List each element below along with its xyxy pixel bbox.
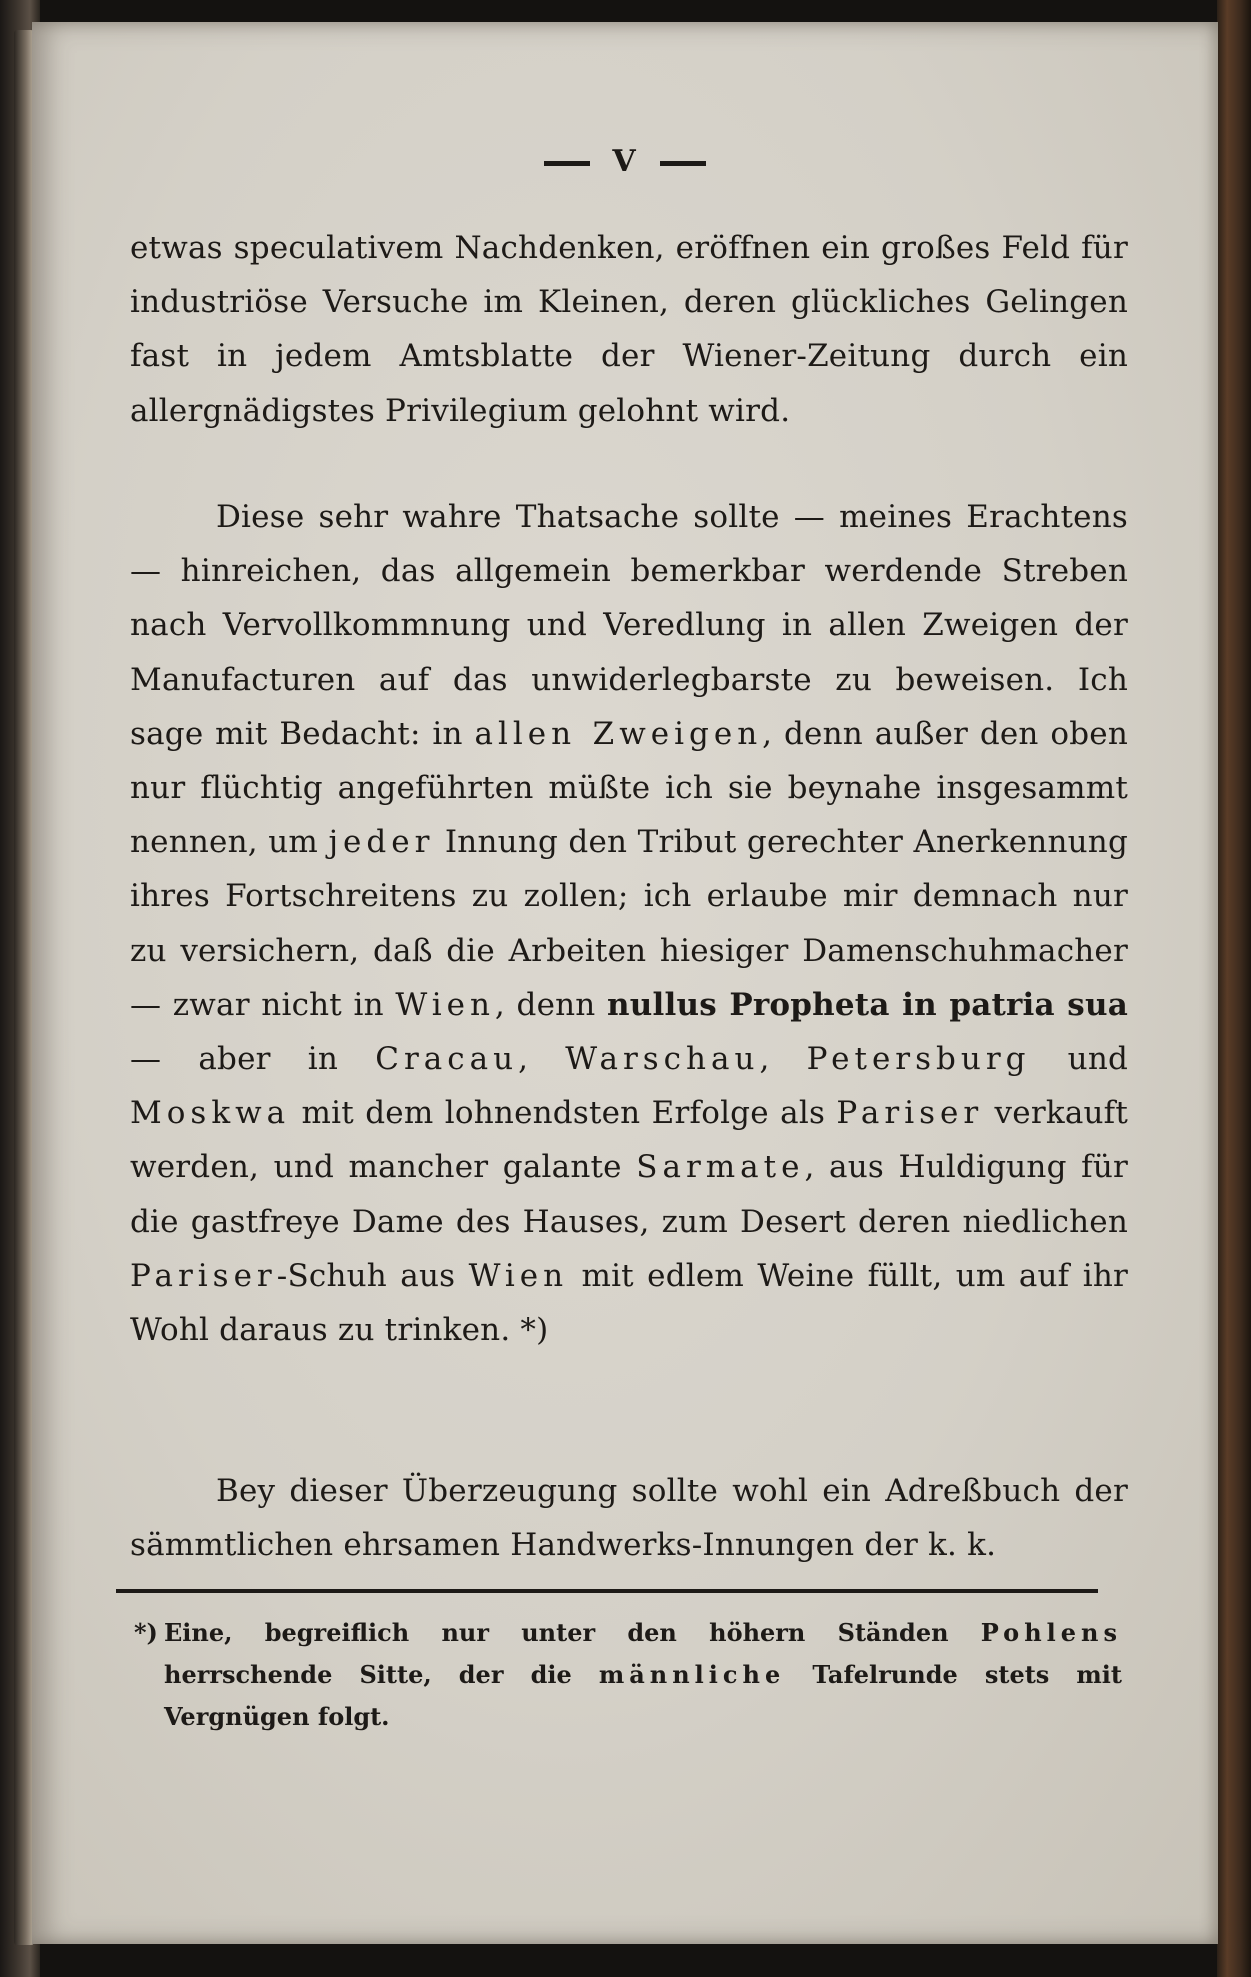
latin-quote: nullus Propheta in patria sua — [607, 986, 1128, 1023]
spaced-emphasis: jeder — [328, 824, 435, 861]
header-dash-left — [544, 161, 590, 166]
spaced-emphasis: allen Zweigen — [474, 715, 763, 752]
spaced-emphasis: Pohlens — [980, 1618, 1122, 1647]
spaced-emphasis: Cracau — [375, 1041, 519, 1078]
text-run: Eine, begreiflich nur unter den höhern Ständen — [164, 1618, 981, 1647]
text-run: , denn außer den oben nur flüchtig angeführten müßte ich sie beynahe insgesammt nennen, um — [130, 715, 1128, 861]
spaced-emphasis: Wien — [468, 1257, 569, 1294]
text-run: und — [1030, 1041, 1129, 1078]
text-run: Diese sehr wahre Thatsache sollte — meines Erachtens — hinreichen, das allgemein bemerkbar werdende Streben nach Vervollkommnung und Veredlung in allen Zweigen der Manufacturen auf das unwiderlegbarste zu beweisen. Ich sage mit Bedacht: in — [130, 499, 1128, 752]
paragraph-2-text — [130, 490, 1128, 1357]
spaced-emphasis: Pariser — [836, 1095, 984, 1132]
book-cover-right — [1217, 0, 1251, 1977]
spaced-emphasis: männliche — [598, 1660, 786, 1689]
paragraph-3 — [130, 1464, 1128, 1572]
text-run: , — [759, 1041, 807, 1078]
paragraph-1 — [130, 221, 1128, 438]
text-run: mit dem lohnendsten Erfolge als — [290, 1095, 837, 1132]
spaced-emphasis: Wien — [395, 986, 495, 1023]
text-run: mit edlem Weine füllt, um auf ihr Wohl daraus zu trinken. *) — [130, 1257, 1128, 1349]
spaced-emphasis: Moskwa — [130, 1095, 291, 1132]
footnote-mark: *) — [134, 1618, 158, 1647]
spaced-emphasis: Petersburg — [806, 1041, 1031, 1078]
header-dash-right — [660, 161, 706, 166]
spaced-emphasis: Pariser — [130, 1257, 277, 1294]
paragraph-2 — [130, 490, 1128, 1357]
paragraph-1-text: etwas speculativem Nachdenken, eröffnen ein großes Feld für industriöse Versuche im Kleinen, deren glückliches Gelingen fast in jedem Amtsblatte der Wiener-Zeitung durch ein allergnädigstes Privilegium gelohnt wird. — [130, 230, 1128, 429]
text-run: , — [518, 1041, 566, 1078]
page-header — [32, 144, 1218, 179]
spaced-emphasis: Warschau — [565, 1041, 760, 1078]
book-page — [32, 22, 1218, 1944]
text-run: , denn — [494, 986, 608, 1023]
text-run: Innung den Tribut gerechter Anerkennung ihres Fortschreitens zu zollen; ich erlaube mir demnach nur zu versichern, daß die Arbeiten hiesiger Damenschuhmacher — zwar nicht in — [130, 824, 1128, 1023]
page-number: V — [612, 144, 638, 179]
footnote-divider — [116, 1589, 1098, 1593]
facing-page-edge — [14, 30, 34, 1945]
text-run: Tafelrunde stets mit Vergnügen folgt. — [164, 1660, 1122, 1731]
spaced-emphasis: Sarmate — [636, 1149, 805, 1186]
text-run: verkauft werden, und mancher galante — [130, 1095, 1128, 1186]
footnote — [134, 1612, 1122, 1738]
text-run: herrschende Sitte, der die — [164, 1660, 599, 1689]
text-run: — aber in — [130, 1041, 376, 1078]
text-run: -Schuh aus — [276, 1257, 469, 1294]
paragraph-3-text: Bey dieser Überzeugung sollte wohl ein Adreßbuch der sämmtlichen ehrsamen Handwerks-Innungen der k. k. — [130, 1473, 1128, 1564]
text-run: , aus Huldigung für die gastfreye Dame des Hauses, zum Desert deren niedlichen — [130, 1149, 1129, 1240]
